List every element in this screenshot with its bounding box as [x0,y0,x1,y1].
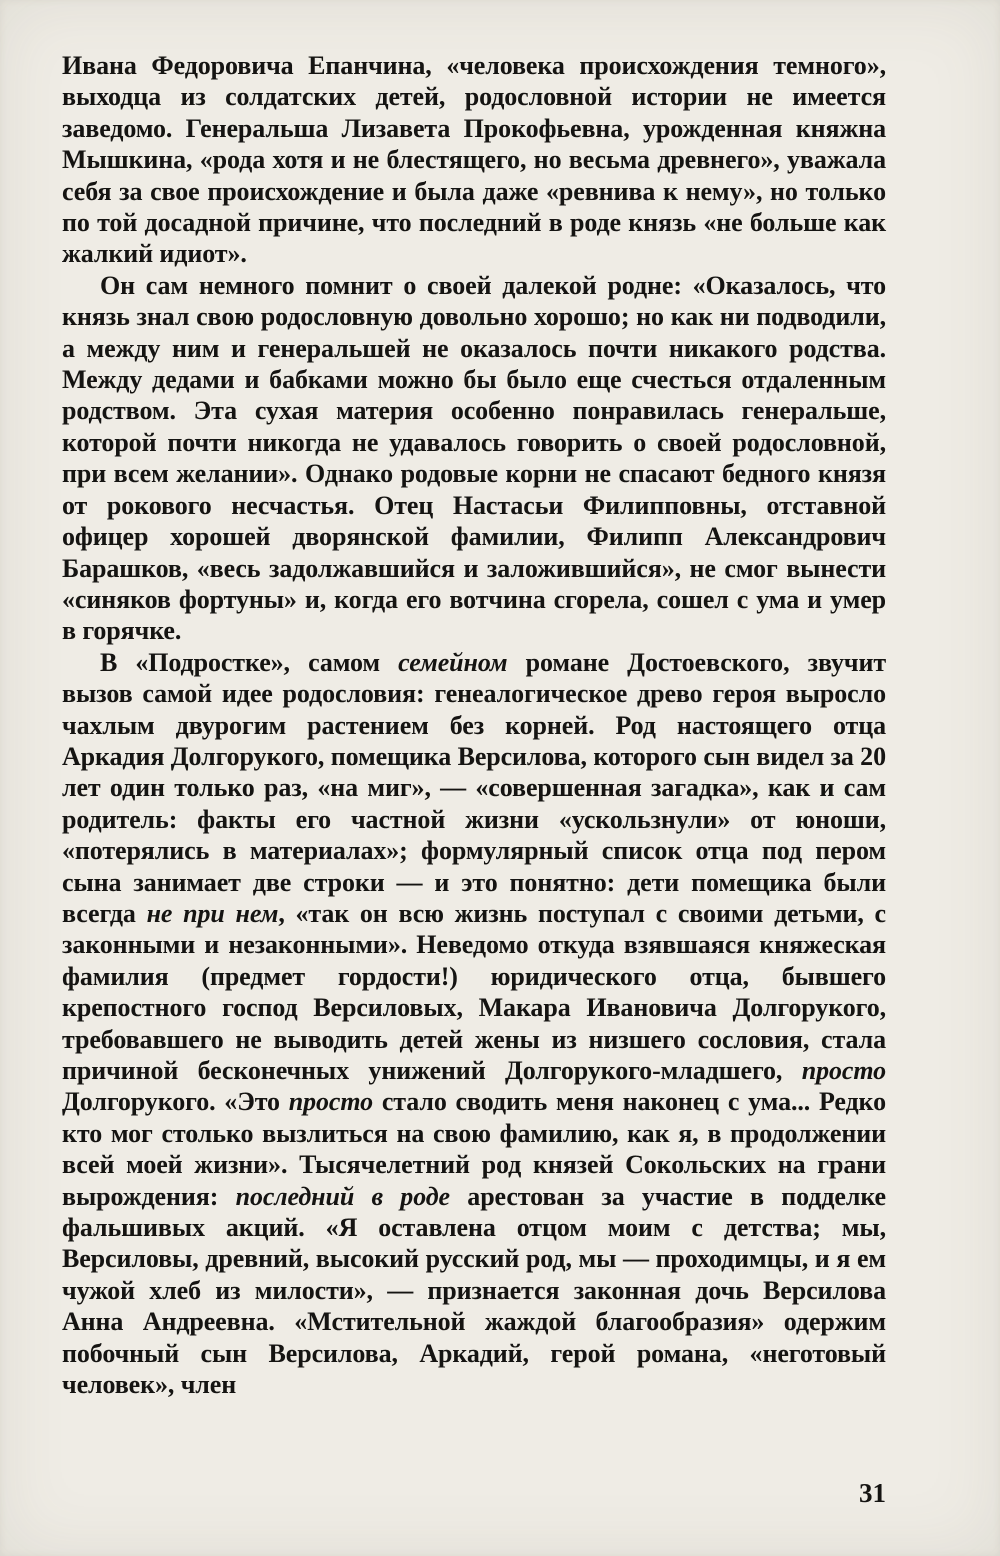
paragraph [62,50,886,270]
text-run: романе Достоевского, звучит вызов самой идее родословия: генеалогическое древо героя выросло чахлым двурогим растением без корней. Род настоящего отца Аркадия Долгорукого, помещика Версилова, которого сын видел за 20 лет один только раз, «на миг», — «совершенная загадка», как и сам родитель: факты его частной жизни «ускользнули» от юноши, «потерялись в материалах»; формулярный список отца под пером сына занимает две строки — и это понятно: дети помещика были всегда [62,647,887,928]
italic-text-run: просто [288,1087,374,1117]
italic-text-run: последний в роде [235,1181,450,1211]
italic-text-run: семейном [398,647,508,677]
text-run: В «Подростке», самом [100,647,399,677]
paragraph [62,647,886,1401]
text-run: Ивана Федоровича Епанчина, «человека происхождения темного», выходца из солдатских детей, родословной истории не имеется заведомо. Генеральша Лизавета Прокофьевна, урожденная княжна Мышкина, «рода хотя и не блестящего, но весьма древнего», уважала себя за свое происхождение и была даже «ревнива к нему», но только по той досадной причине, что последний в роде князь «не больше как жалкий идиот». [62,51,886,269]
text-run: Долгорукого. «Это [62,1087,289,1117]
italic-text-run: не при нем [146,898,279,928]
text-run: Он сам немного помнит о своей далекой родне: «Оказалось, что князь знал свою родословную довольно хорошо; но как ни подводили, а между ним и генеральшей не оказалось почти никакого родства. Между дедами и бабками можно бы было еще счесться отдаленным родством. Эта сухая материя особенно понравилась генеральше, которой почти никогда не удавалось говорить о своей родословной, при всем желании». Однако родовые корни не спасают бедного князя от рокового несчастья. Отец Настасьи Филипповны, отставной офицер хорошей дворянской фамилии, Филипп Александрович Барашков, «весь задолжавшийся и заложившийся», не смог вынести «синяков фортуны» и, когда его вотчина сгорела, сошел с ума и умер в горячке. [62,270,886,646]
text-run: стало сводить меня наконец с ума... Редко кто мог столько вызлиться на свою фамилию, как я, в продолжении всей моей жизни». Тысячелетний род князей Сокольских на грани вырождения: [62,1087,886,1211]
italic-text-run: просто [801,1056,886,1085]
text-run: арестован за участие в подделке фальшивых акций. «Я оставлена отцом моим с детства; мы, Версиловы, древний, высокий русский род, мы — проходимцы, и я ем чужой хлеб из милости», — признается законная дочь Версилова Анна Андреевна. «Мстительной жаждой благообразия» одержим побочный сын Версилова, Аркадий, герой романа, «неготовый человек», член [62,1181,886,1400]
paragraph [62,270,886,647]
page-number: 31 [859,1478,886,1508]
page-text [62,50,886,1400]
text-run: , «так он всю жизнь поступал с своими детьми, с законными и незаконными». Неведомо откуда взявшаяся княжеская фамилия (предмет гордости!) юридического отца, бывшего крепостного господ Версиловых, Макара Ивановича Долгорукого, требовавшего не выводить детей жены из низшего сословия, стала причиной бесконечных унижений Долгорукого-младшего, [62,898,886,1085]
